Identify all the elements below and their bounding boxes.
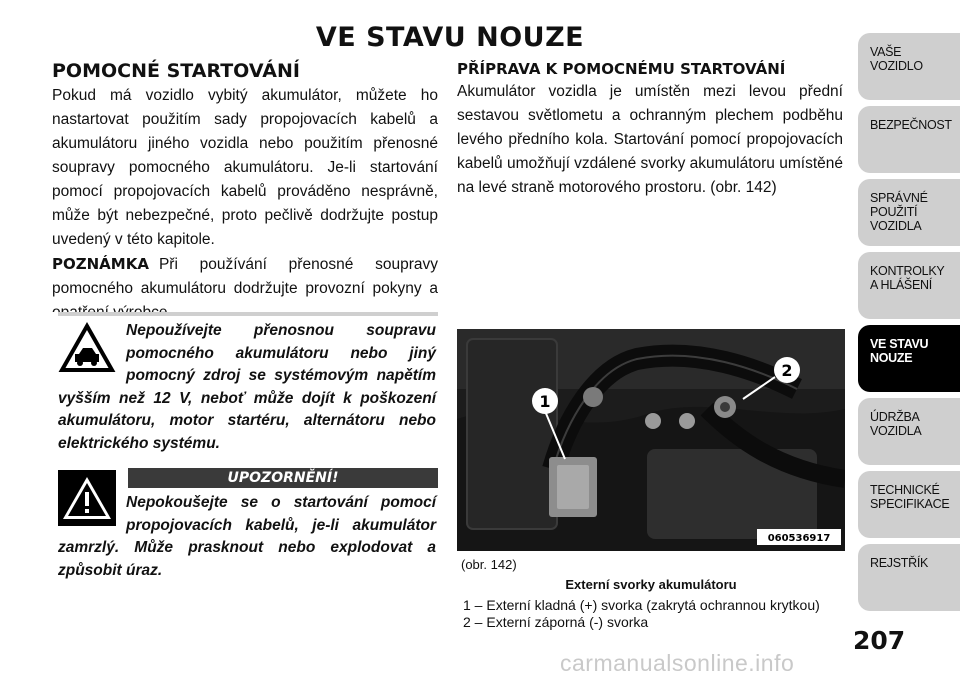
callout-2: 2 [781,361,793,380]
caution-box [52,312,438,455]
intro-paragraph: Pokud má vozidlo vybitý akumulátor, můžete ho nastartovat použitím sady propojovacích kabelů a akumulátoru jiného vozidla nebo použitím přenosné soupravy pomocného akumulátoru. Je-li startování pomocí propojovacích kabelů prováděno nesprávně, může být nebezpečné, proto pečlivě dodržujte postup uvedený v této kapitole. [52,87,438,248]
left-column [52,58,438,325]
watermark: carmanualsonline.info [560,650,795,676]
warning-heading: UPOZORNĚNÍ! [128,468,438,488]
tab-rejstrik[interactable]: REJSTŘÍK [858,544,960,611]
tab-technicke-specifikace[interactable]: TECHNICKÉ SPECIFIKACE [858,471,960,538]
legend-item-2: 2 – Externí záporná (-) svorka [463,614,649,630]
photo-code: 060536917 [767,533,831,544]
tab-udrzba[interactable]: ÚDRŽBA VOZIDLA [858,398,960,465]
warning-box [52,460,438,582]
figure-legend [463,597,843,631]
tab-kontrolky[interactable]: KONTROLKY A HLÁŠENÍ [858,252,960,319]
tab-vase-vozidlo[interactable]: VAŠE VOZIDLO [858,33,960,100]
warning-text: Nepokoušejte se o startování pomocí propojovacích kabelů, je-li akumulátor zamrzlý. Může prasknout nebo explodovat a způsobit úraz. [58,494,436,579]
caution-text: Nepoužívejte přenosnou soupravu pomocného akumulátoru nebo jiný pomocný zdroj se systémovým napětím vyšším než 12 V, neboť může dojít k poškození akumulátoru, motor startéru, alternátoru nebo elektrického systému. [58,322,436,452]
right-column [457,58,843,200]
figure-title: Externí svorky akumulátoru [565,577,737,592]
preparation-paragraph: Akumulátor vozidla je umístěn mezi levou přední sestavou světlometu a ochranným plechem podběhu levého předního kola. Startování pomocí propojovacích kabelů umožňují vzdálené svorky akumulátoru umístěné na levé straně motorového prostoru. (obr. 142) [457,83,843,196]
warning-exclamation-icon [58,470,116,526]
page-title: VE STAVU NOUZE [315,22,585,53]
chapter-tabs [858,33,960,617]
section-heading-jump-start: POMOCNÉ STARTOVÁNÍ [52,60,300,82]
section-heading-preparation: PŘÍPRAVA K POMOCNÉMU STARTOVÁNÍ [457,60,786,78]
tab-spravne-pouziti[interactable]: SPRÁVNÉ POUŽITÍ VOZIDLA [858,179,960,246]
legend-item-1: 1 – Externí kladná (+) svorka (zakrytá ochrannou krytkou) [463,597,820,613]
note-text: Při používání přenosné soupravy pomocného akumulátoru dodržujte provozní pokyny a [52,256,438,297]
caution-car-icon [58,320,116,376]
callout-1: 1 [539,392,551,411]
figure-reference: (obr. 142) [461,557,517,572]
note-label: POZNÁMKA [52,255,149,273]
page-number: 207 [853,626,906,655]
battery-terminals-photo [457,329,845,551]
tab-ve-stavu-nouze[interactable]: VE STAVU NOUZE [858,325,960,392]
tab-bezpecnost[interactable]: BEZPEČNOST [858,106,960,173]
